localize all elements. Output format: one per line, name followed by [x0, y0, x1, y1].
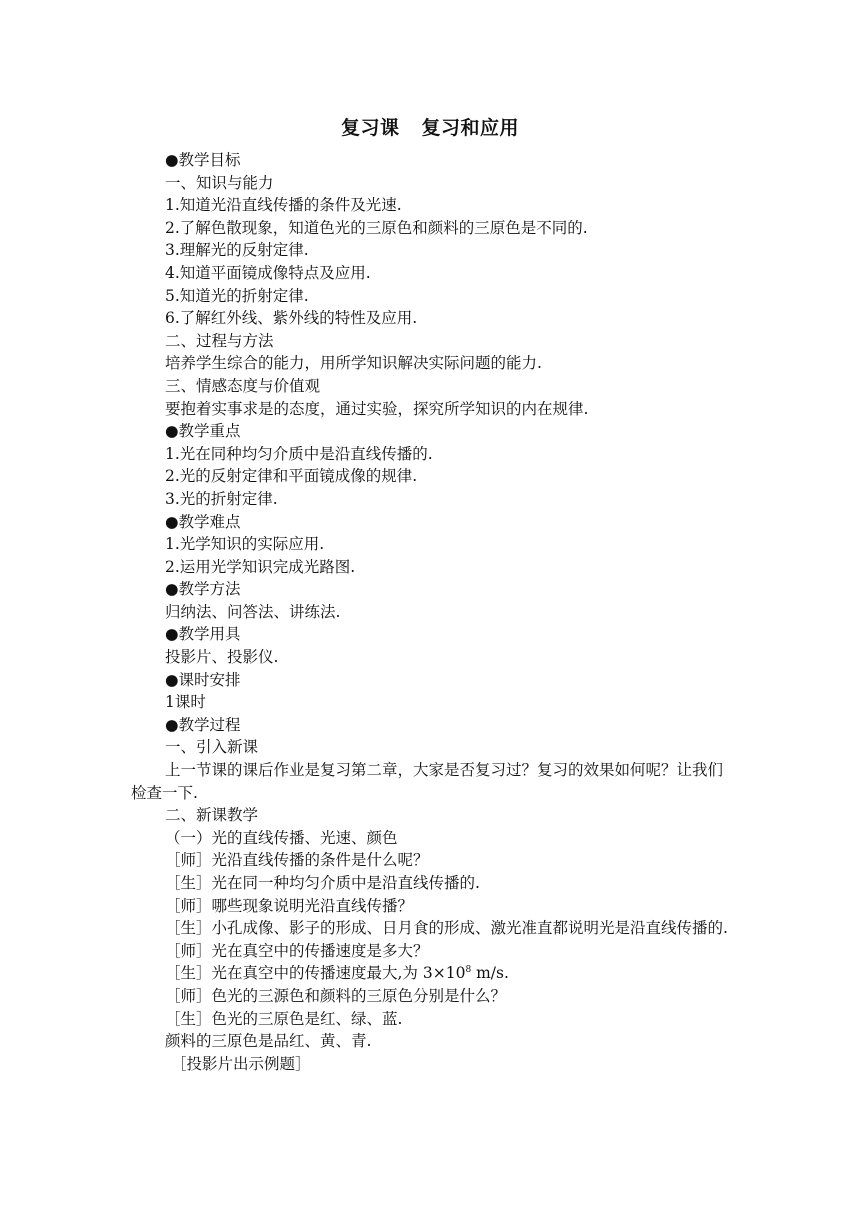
list-item: 5.知道光的折射定律. — [165, 286, 309, 305]
heading-process: ●教学过程 — [165, 715, 241, 734]
student-answer: ［生］小孔成像、影子的形成、日月食的形成、激光准直都说明光是沿直线传播的. — [165, 919, 728, 938]
document-body — [131, 149, 731, 1075]
page-title — [0, 114, 860, 142]
title-part-1: 复习课 — [340, 117, 400, 139]
heading-tools: ●教学用具 — [165, 625, 241, 644]
list-item: 1.光在同种均匀介质中是沿直线传播的. — [165, 444, 433, 463]
student-answer: ［生］光在同一种均匀介质中是沿直线传播的. — [165, 874, 480, 892]
answer-unit: m/s. — [471, 964, 509, 983]
heading-methods: ●教学方法 — [165, 580, 241, 599]
paragraph-intro: 上一节课的课后作业是复习第二章，大家是否复习过？复习的效果如何呢？让我们检查一下. — [131, 761, 724, 802]
subheading-attitude: 三、情感态度与价值观 — [165, 376, 321, 395]
list-item: 3.理解光的反射定律. — [165, 241, 309, 260]
subheading-topic-1: （一）光的直线传播、光速、颜色 — [165, 828, 398, 847]
heading-difficulties: ●教学难点 — [165, 512, 241, 531]
projection-note: ［投影片出示例题］ — [171, 1054, 311, 1073]
list-item: 6.了解红外线、紫外线的特性及应用. — [165, 309, 418, 328]
heading-objectives: ●教学目标 — [165, 151, 241, 169]
teacher-question: ［师］光在真空中的传播速度是多大？ — [165, 941, 429, 960]
list-item: 2.运用光学知识完成光路图. — [165, 557, 356, 576]
text-line: 要抱着实事求是的态度，通过实验，探究所学知识的内在规律. — [165, 399, 589, 418]
answer-text: ［生］光在真空中的传播速度最大,为 3×10 — [165, 964, 466, 983]
text-line: 培养学生综合的能力，用所学知识解决实际问题的能力. — [165, 354, 542, 373]
subheading-process: 二、过程与方法 — [165, 331, 274, 350]
teacher-question: ［师］光沿直线传播的条件是什么呢？ — [165, 851, 429, 870]
list-item: 4.知道平面镜成像特点及应用. — [165, 263, 371, 282]
list-item: 2.了解色散现象，知道色光的三原色和颜料的三原色是不同的. — [165, 218, 588, 237]
text-line: 颜料的三原色是品红、黄、青. — [165, 1032, 372, 1051]
heading-schedule: ●课时安排 — [165, 670, 241, 689]
list-item: 3.光的折射定律. — [165, 489, 278, 508]
subheading-new-lesson: 二、新课教学 — [165, 806, 259, 825]
list-item: 1.知道光沿直线传播的条件及光速. — [165, 196, 402, 215]
text-line: 1课时 — [165, 693, 206, 712]
teacher-question: ［师］哪些现象说明光沿直线传播？ — [165, 896, 414, 915]
list-item: 2.光的反射定律和平面镜成像的规律. — [165, 467, 418, 486]
exponent: 8 — [465, 965, 472, 976]
heading-key-points: ●教学重点 — [165, 422, 241, 441]
list-item: 1.光学知识的实际应用. — [165, 535, 325, 554]
subheading-intro: 一、引入新课 — [165, 738, 259, 757]
student-answer — [131, 962, 731, 985]
text-line: 归纳法、问答法、讲练法. — [165, 602, 341, 621]
text-line: 投影片、投影仪. — [165, 648, 279, 667]
subheading-knowledge: 一、知识与能力 — [165, 173, 274, 192]
title-part-2: 复习和应用 — [421, 117, 520, 139]
teacher-question: ［师］色光的三源色和颜料的三原色分别是什么？ — [165, 986, 507, 1005]
student-answer: ［生］色光的三原色是红、绿、蓝. — [165, 1009, 403, 1028]
